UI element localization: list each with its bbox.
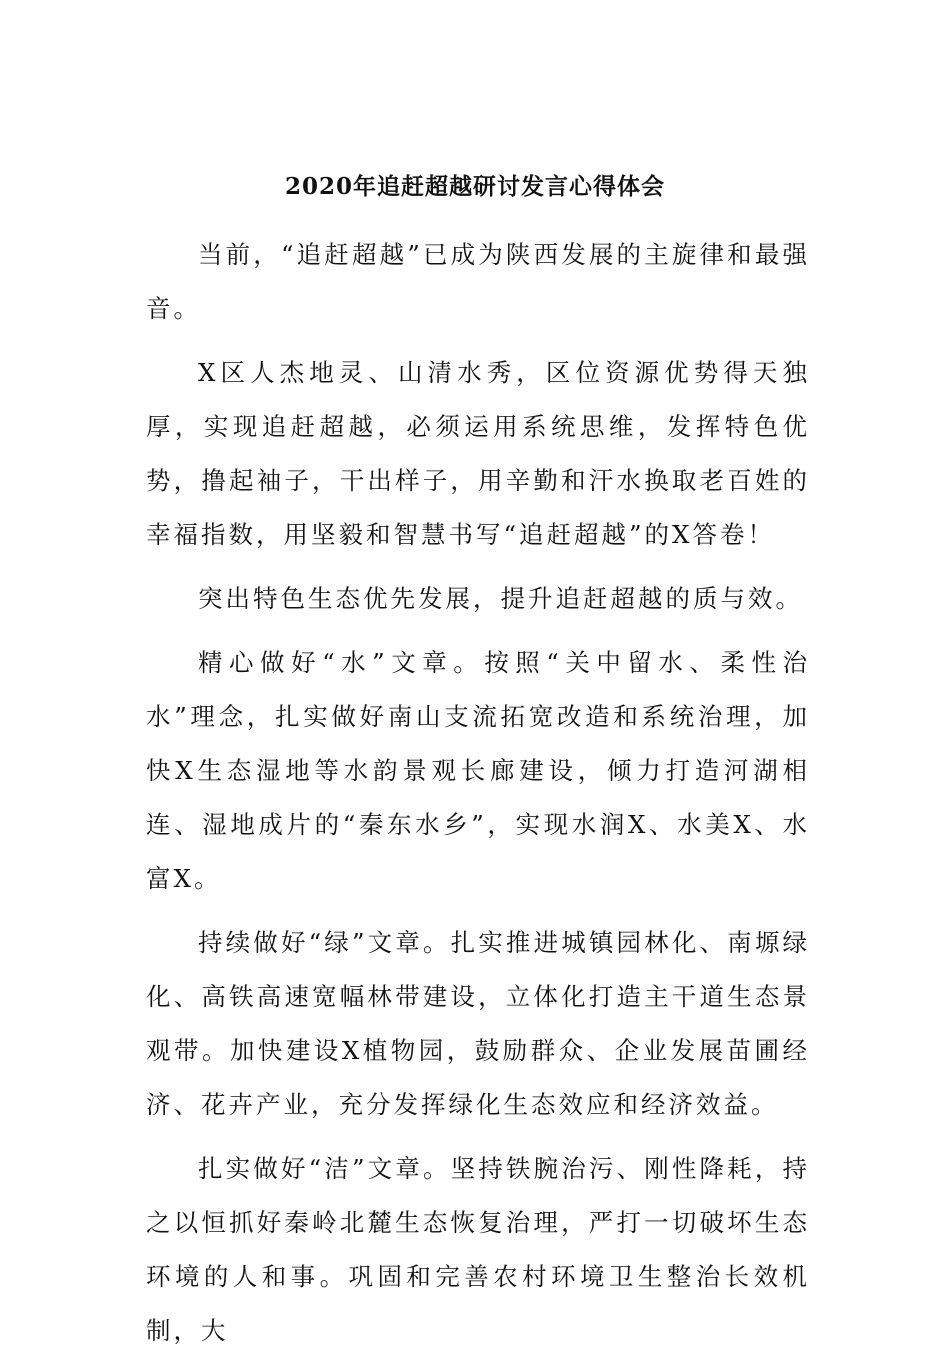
paragraph: 当前，“追赶超越”已成为陕西发展的主旋律和最强音。 xyxy=(146,240,810,323)
document-body xyxy=(146,228,810,1368)
paragraph: 扎实做好“洁”文章。坚持铁腕治污、刚性降耗，持之以恒抓好秦岭北麓生态恢复治理，严打一切破坏生态环境的人和事。巩固和完善农村环境卫生整治长效机制，大 xyxy=(146,1154,810,1345)
document-title: 2020年追赶超越研讨发言心得体会 xyxy=(284,173,665,200)
paragraph: 精心做好“水”文章。按照“关中留水、柔性治水”理念，扎实做好南山支流拓宽改造和系统治理，加快X生态湿地等水韵景观长廊建设，倾力打造河湖相连、湿地成片的“秦东水乡”，实现水润X、水美X、水富X。 xyxy=(146,648,810,893)
paragraph: X区人杰地灵、山清水秀，区位资源优势得天独厚，实现追赶超越，必须运用系统思维，发挥特色优势，撸起袖子，干出样子，用辛勤和汗水换取老百姓的幸福指数，用坚毅和智慧书写“追赶超越”的X答卷！ xyxy=(146,358,810,549)
paragraph: 持续做好“绿”文章。扎实推进城镇园林化、南塬绿化、高铁高速宽幅林带建设，立体化打造主干道生态景观带。加快建设X植物园，鼓励群众、企业发展苗圃经济、花卉产业，充分发挥绿化生态效应和经济效益。 xyxy=(146,928,810,1119)
paragraph: 突出特色生态优先发展，提升追赶超越的质与效。 xyxy=(198,584,803,613)
